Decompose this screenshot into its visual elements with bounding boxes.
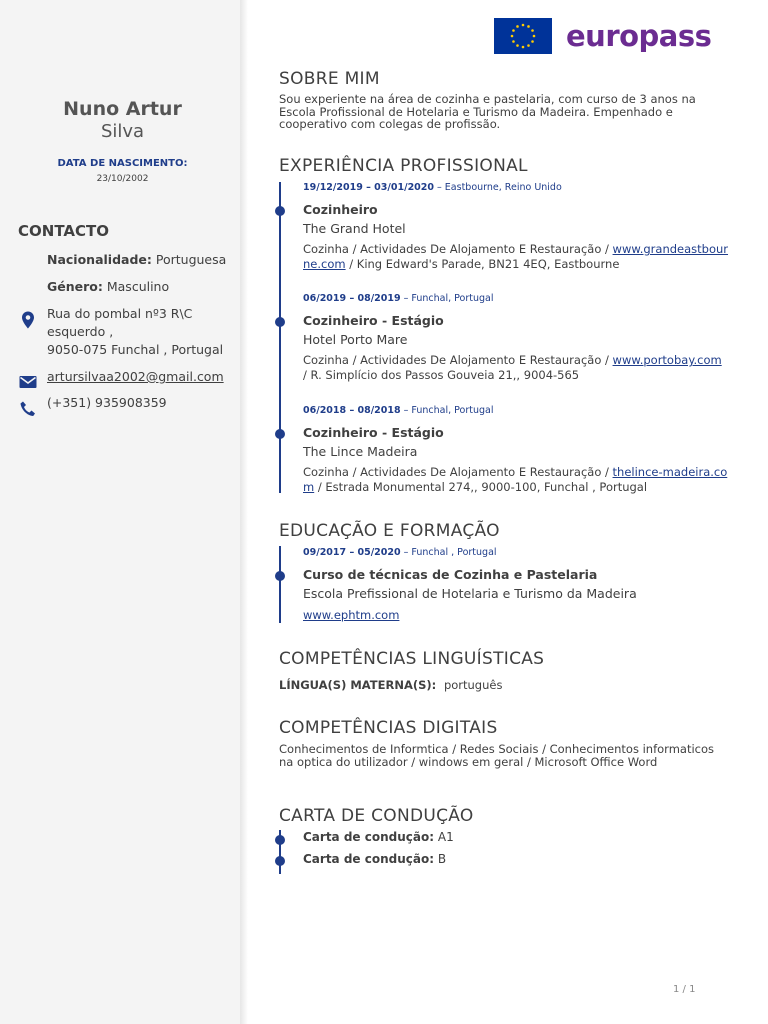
address-line-2: esquerdo , xyxy=(47,324,114,339)
driving-label: Carta de condução: xyxy=(303,852,435,866)
timeline-dot xyxy=(275,429,285,439)
eu-star xyxy=(533,35,536,38)
job-website-link[interactable]: www.portobay.com xyxy=(612,353,722,367)
eu-star xyxy=(527,44,530,47)
driving-value: B xyxy=(437,852,447,866)
dob-value: 23/10/2002 xyxy=(96,174,149,184)
eu-star xyxy=(522,24,525,27)
job-dates xyxy=(303,182,562,193)
gender-value: Masculino xyxy=(106,279,170,294)
education-location: – Funchal , Portugal xyxy=(400,547,497,558)
job-address: / R. Simplício dos Passos Gouveia 21,, 9004-565 xyxy=(303,368,580,382)
eu-star xyxy=(512,40,515,43)
job-title: Cozinheiro xyxy=(303,202,378,217)
mother-tongue xyxy=(279,678,502,692)
location-pin-icon xyxy=(18,310,38,330)
section-title-driving: CARTA DE CONDUÇÃO xyxy=(279,806,474,826)
nationality xyxy=(47,251,226,269)
job-website-link[interactable]: www.grandeastbourne.com xyxy=(303,242,729,271)
job-sector: Cozinha / Actividades De Alojamento E Restauração / xyxy=(303,242,613,256)
job-address: / Estrada Monumental 274,, 9000-100, Funchal , Portugal xyxy=(314,480,648,494)
address xyxy=(47,305,223,359)
eu-star xyxy=(512,29,515,32)
job-dates xyxy=(303,405,494,416)
logo-text: europass xyxy=(566,19,712,53)
email xyxy=(47,368,224,386)
job-location: – Funchal, Portugal xyxy=(400,293,494,304)
nationality-label: Nacionalidade: xyxy=(47,252,152,267)
mother-tongue-value: português xyxy=(443,678,503,692)
driving-value: A1 xyxy=(437,830,454,844)
eu-star xyxy=(511,35,514,38)
driving-label: Carta de condução: xyxy=(303,830,435,844)
job-detail xyxy=(303,353,728,383)
job-employer: The Grand Hotel xyxy=(303,221,406,236)
job-title: Cozinheiro - Estágio xyxy=(303,425,444,440)
eu-star xyxy=(531,29,534,32)
job-website-link[interactable]: thelince-madeira.com xyxy=(303,465,728,494)
digital-skills-text: Conhecimentos de Informtica / Redes Sociais / Conhecimentos informaticos na optica do utilizador / windows em geral / Microsoft Office Word xyxy=(279,742,715,769)
address-line-3: 9050-075 Funchal , Portugal xyxy=(47,342,224,357)
gender xyxy=(47,278,169,296)
europass-logo xyxy=(494,18,712,54)
education-website-link[interactable]: www.ephtm.com xyxy=(303,608,400,622)
job-dates-range: 19/12/2019 – 03/01/2020 xyxy=(303,182,435,193)
contact-title: CONTACTO xyxy=(18,222,109,240)
sidebar xyxy=(0,0,240,1024)
eu-star xyxy=(527,25,530,28)
envelope-icon xyxy=(18,372,38,392)
education-dates-range: 09/2017 – 05/2020 xyxy=(303,547,401,558)
job-sector: Cozinha / Actividades De Alojamento E Restauração / xyxy=(303,353,613,367)
job-detail xyxy=(303,465,728,495)
job-address: / King Edward's Parade, BN21 4EQ, Eastbourne xyxy=(345,257,620,271)
email-link[interactable]: artursilvaa2002@gmail.com xyxy=(47,369,224,384)
timeline-dot xyxy=(275,856,285,866)
job-dates-range: 06/2018 – 08/2018 xyxy=(303,405,401,416)
timeline-dot xyxy=(275,835,285,845)
timeline-line xyxy=(279,546,281,623)
eu-star xyxy=(531,40,534,43)
job-employer: The Lince Madeira xyxy=(303,444,418,459)
last-name: Silva xyxy=(100,121,145,142)
address-line-1: Rua do pombal nº3 R\C xyxy=(47,306,193,321)
education-course: Curso de técnicas de Cozinha e Pastelaria xyxy=(303,567,598,582)
section-title-about: SOBRE MIM xyxy=(279,69,380,89)
first-name: Nuno Artur xyxy=(63,98,182,120)
driving-licence-item xyxy=(303,830,454,844)
section-title-education: EDUCAÇÃO E FORMAÇÃO xyxy=(279,521,500,541)
timeline-dot xyxy=(275,317,285,327)
job-dates-range: 06/2019 – 08/2019 xyxy=(303,293,401,304)
driving-licence-item xyxy=(303,852,446,866)
eu-star xyxy=(516,44,519,47)
dob-label: DATA DE NASCIMENTO: xyxy=(57,158,188,169)
job-title: Cozinheiro - Estágio xyxy=(303,313,444,328)
eu-star xyxy=(516,25,519,28)
timeline-dot xyxy=(275,571,285,581)
job-employer: Hotel Porto Mare xyxy=(303,332,408,347)
education-dates xyxy=(303,547,497,558)
job-detail xyxy=(303,242,728,272)
eu-star xyxy=(522,46,525,49)
education-link-wrap xyxy=(303,608,728,623)
education-school: Escola Prefissional de Hotelaria e Turismo da Madeira xyxy=(303,586,637,601)
job-dates xyxy=(303,293,494,304)
job-location: – Funchal, Portugal xyxy=(400,405,494,416)
eu-flag-icon xyxy=(494,18,552,54)
job-sector: Cozinha / Actividades De Alojamento E Restauração / xyxy=(303,465,613,479)
timeline-line xyxy=(279,182,281,493)
section-title-digital: COMPETÊNCIAS DIGITAIS xyxy=(279,718,498,738)
sidebar-divider xyxy=(240,0,248,1024)
phone-icon xyxy=(18,399,38,419)
about-text: Sou experiente na área de cozinha e pastelaria, com curso de 3 anos na Escola Profissional de Hotelaria e Turismo da Madeira. Empenhado e cooperativo com colegas de profissão. xyxy=(279,92,696,131)
nationality-value: Portuguesa xyxy=(155,252,227,267)
section-title-experience: EXPERIÊNCIA PROFISSIONAL xyxy=(279,156,528,176)
gender-label: Género: xyxy=(47,279,103,294)
section-title-languages: COMPETÊNCIAS LINGUÍSTICAS xyxy=(279,649,545,669)
mother-tongue-label: LÍNGUA(S) MATERNA(S): xyxy=(279,678,437,692)
phone: (+351) 935908359 xyxy=(47,395,167,410)
timeline-dot xyxy=(275,206,285,216)
page-number: 1 / 1 xyxy=(673,984,696,995)
job-location: – Eastbourne, Reino Unido xyxy=(434,182,562,193)
